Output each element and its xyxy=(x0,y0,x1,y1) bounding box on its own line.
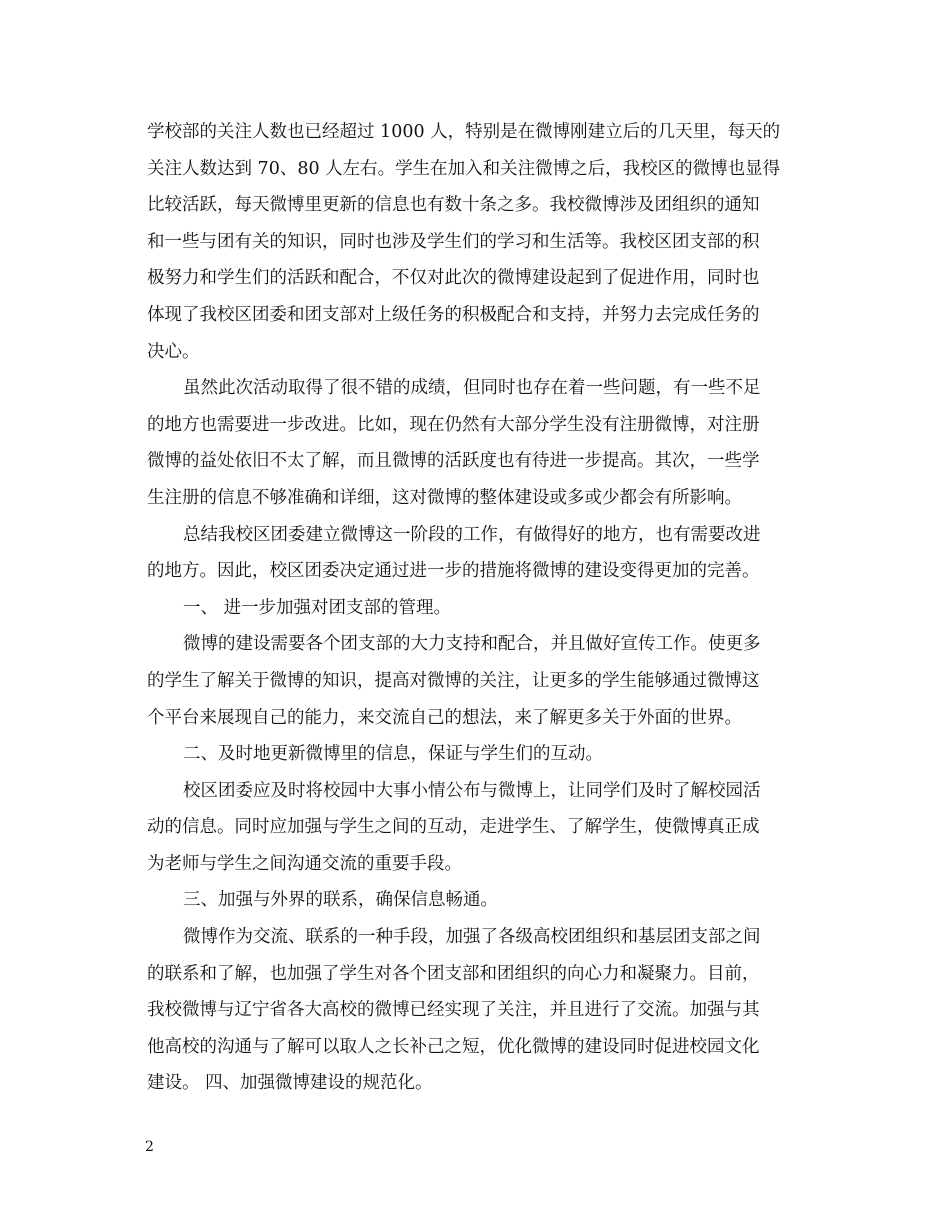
text-line: 总结我校区团委建立微博这一阶段的工作，有做得好的地方，也有需要改进 xyxy=(183,524,761,545)
text-line: 二、及时地更新微博里的信息，保证与学生们的互动。 xyxy=(183,744,603,765)
text-line: 一、 进一步加强对团支部的管理。 xyxy=(183,597,452,618)
text-line: 为老师与学生之间沟通交流的重要手段。 xyxy=(147,853,462,874)
text-line: 比较活跃，每天微博里更新的信息也有数十条之多。我校微博涉及团组织的通知 xyxy=(147,195,760,216)
text-line: 动的信息。同时应加强与学生之间的互动，走进学生、了解学生，使微博真正成 xyxy=(147,817,760,838)
text-line: 他高校的沟通与了解可以取人之长补己之短，优化微博的建设同时促进校园文化 xyxy=(147,1036,760,1057)
text-line: 的地方也需要进一步改进。比如，现在仍然有大部分学生没有注册微博，对注册 xyxy=(147,414,760,435)
text-line: 微博的益处依旧不太了解，而且微博的活跃度也有待进一步提高。其次，一些学 xyxy=(147,451,760,472)
text-line: 微博作为交流、联系的一种手段，加强了各级高校团组织和基层团支部之间 xyxy=(183,927,761,948)
text-line: 虽然此次活动取得了很不错的成绩，但同时也存在着一些问题，有一些不足 xyxy=(183,378,761,399)
text-line: 和一些与团有关的知识，同时也涉及学生们的学习和生活等。我校区团支部的积 xyxy=(147,231,760,252)
text-line: 学校部的关注人数也已经超过 1000 人，特别是在微博刚建立后的几天里，每天的 xyxy=(147,122,781,142)
text-line: 建设。 四、加强微博建设的规范化。 xyxy=(147,1073,433,1094)
text-line: 我校微博与辽宁省各大高校的微博已经实现了关注，并且进行了交流。加强与其 xyxy=(147,1000,760,1021)
text-line: 校区团委应及时将校园中大事小情公布与微博上，让同学们及时了解校园活 xyxy=(183,780,761,801)
text-line: 微博的建设需要各个团支部的大力支持和配合，并且做好宣传工作。使更多 xyxy=(183,634,761,655)
text-line: 决心。 xyxy=(147,341,200,362)
text-line: 生注册的信息不够准确和详细，这对微博的整体建设或多或少都会有所影响。 xyxy=(147,487,742,508)
page-number: 2 xyxy=(145,1139,154,1155)
text-line: 的学生了解关于微博的知识，提高对微博的关注，让更多的学生能够通过微博这 xyxy=(147,670,760,691)
text-line: 个平台来展现自己的能力，来交流自己的想法，来了解更多关于外面的世界。 xyxy=(147,707,742,728)
text-line: 的地方。因此，校区团委决定通过进一步的措施将微博的建设变得更加的完善。 xyxy=(147,561,760,582)
text-line: 极努力和学生们的活跃和配合，不仅对此次的微博建设起到了促进作用，同时也 xyxy=(147,268,760,289)
document-body xyxy=(147,114,807,1102)
text-line: 三、加强与外界的联系，确保信息畅通。 xyxy=(183,890,498,911)
text-line: 的联系和了解，也加强了学生对各个团支部和团组织的向心力和凝聚力。目前， xyxy=(147,963,760,984)
text-line: 体现了我校区团委和团支部对上级任务的积极配合和支持，并努力去完成任务的 xyxy=(147,304,760,325)
text-line: 关注人数达到 70、80 人左右。学生在加入和关注微博之后，我校区的微博也显得 xyxy=(147,158,781,179)
